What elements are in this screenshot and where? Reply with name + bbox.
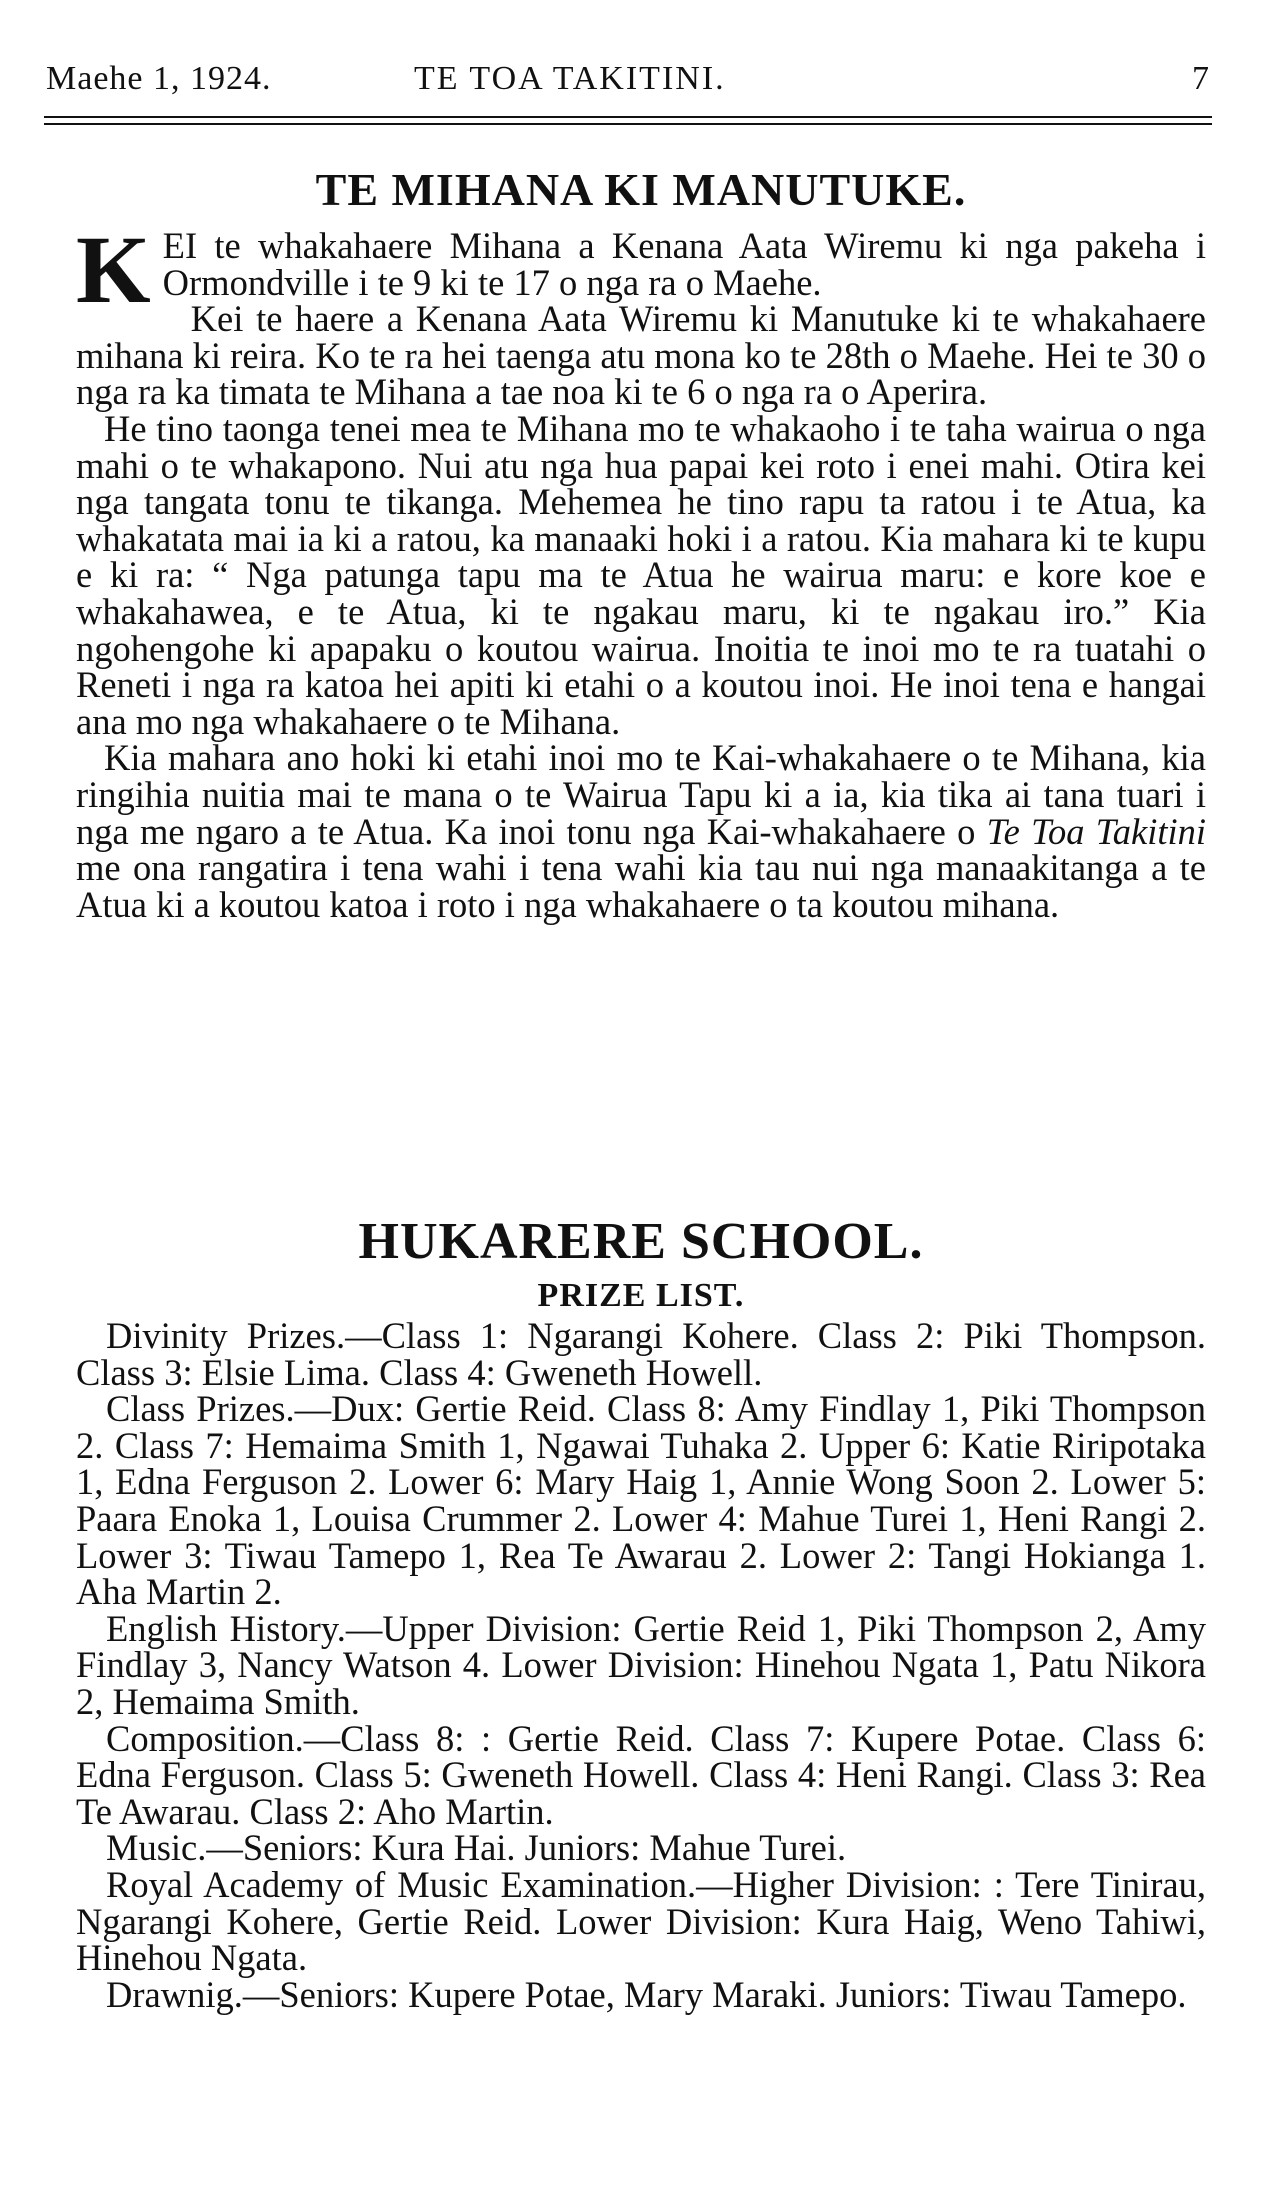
page-number: 7 bbox=[1192, 60, 1210, 97]
hukarere-title: HUKARERE SCHOOL. bbox=[358, 1213, 924, 1270]
mihana-title: TE MIHANA KI MANUTUKE. bbox=[315, 164, 967, 215]
mihana-paragraph-4-start: Kia mahara ano hoki ki etahi inoi mo te Kai-whakahaere o te Mihana, kia ringihia nuitia mai te mana o te Wairua Tapu ki a ia, kia tika ai tana tuari i nga me ngaro a te Atua. Ka inoi tonu nga Kai-whakahaere o bbox=[76, 737, 1206, 852]
prize-list-subtitle: PRIZE LIST. bbox=[537, 1277, 745, 1314]
mihana-article bbox=[76, 160, 1206, 923]
class-prizes: Class Prizes.—Dux: Gertie Reid. Class 8: Amy Findlay 1, Piki Thompson 2. Class 7: Hemaima Smith 1, Ngawai Tuhaka 2. Upper 6: Katie Riripotaka 1, Edna Ferguson 2. Lower 6: Mary Haig 1, Annie Wong Soon 2. Lower 5: Paara Enoka 1, Louisa Crummer 2. Lower 4: Mahue Turei 1, Heni Rangi 2. Lower 3: Tiwau Tamepo 1, Rea Te Awarau 2. Lower 2: Tangi Hokianga 1. Aha Martin 2. bbox=[76, 1388, 1206, 1613]
publication-name-italic: Te Toa Takitini bbox=[986, 810, 1207, 852]
hukarere-article bbox=[76, 1212, 1206, 2013]
divinity-prizes: Divinity Prizes.—Class 1: Ngarangi Kohere. Class 2: Piki Thompson. Class 3: Elsie Lima. Class 4: Gweneth Howell. bbox=[76, 1315, 1206, 1393]
mihana-paragraph-2: Kei te haere a Kenana Aata Wiremu ki Manutuke ki te whakahaere mihana ki reira. Ko te ra hei taenga atu mona ko te 28th o Maehe. Hei te 30 o nga ra ka timata te Mihana a tae noa ki te 6 o nga ra o Aperira. bbox=[76, 298, 1206, 413]
mihana-body bbox=[76, 216, 1207, 925]
header-rule-top bbox=[44, 116, 1212, 118]
music-prizes: Music.—Seniors: Kura Hai. Juniors: Mahue Turei. bbox=[106, 1827, 847, 1869]
composition-prizes: Composition.—Class 8: : Gertie Reid. Class 7: Kupere Potae. Class 6: Edna Ferguson. Class 5: Gweneth Howell. Class 4: Heni Rangi. Class 3: Rea Te Awarau. Class 2: Aho Martin. bbox=[76, 1717, 1206, 1832]
publication-title: TE TOA TAKITINI. bbox=[414, 60, 726, 97]
mihana-paragraph-1-text: EI te whakahaere Mihana a Kenana Aata Wiremu ki nga pakeha i Ormondville i te 9 ki te 17 o nga ra o Maehe. bbox=[162, 225, 1206, 303]
drawing-prizes: Drawnig.—Seniors: Kupere Potae, Mary Maraki. Juniors: Tiwau Tamepo. bbox=[106, 1973, 1187, 2015]
mihana-paragraph-4 bbox=[76, 737, 1207, 925]
royal-academy-results: Royal Academy of Music Examination.—Higher Division: : Tere Tinirau, Ngarangi Kohere, Gertie Reid. Lower Division: Kura Haig, Weno Tahiwi, Hinehou Ngata. bbox=[76, 1863, 1206, 1979]
mihana-paragraph-4-end: me ona rangatira i tena wahi i tena wahi kia tau nui nga manaakitanga a te Atua ki a koutou katoa i roto i nga whakahaere o ta koutou mihana. bbox=[76, 847, 1206, 925]
mihana-paragraph-1 bbox=[76, 216, 1206, 323]
issue-date: Maehe 1, 1924. bbox=[46, 60, 272, 97]
header-rule-bottom bbox=[44, 123, 1212, 125]
page-header bbox=[46, 60, 1210, 110]
prize-list-body bbox=[76, 1315, 1206, 2015]
mihana-paragraph-3: He tino taonga tenei mea te Mihana mo te whakaoho i te taha wairua o nga mahi o te whakapono. Nui atu nga hua papai kei roto i enei mahi. Otira kei nga tangata tonu te tikanga. Mehemea he tino rapu ta ratou i te Atua, ka whakatata mai ia ki a ratou, ka manaaki hoki i a ratou. Kia mahara ki te kupu e ki ra: “ Nga patunga tapu ma te Atua he wairua maru: e kore koe e whakahawea, e te Atua, ki te ngakau maru, ki te ngakau iro.” Kia ngohengohe ki apapaku o koutou wairua. Inoitia te inoi mo te ra tuatahi o Reneti i nga ra katoa hei apiti ki etahi o a koutou inoi. He inoi tena e hangai ana mo nga whakahaere o te Mihana. bbox=[76, 407, 1206, 742]
drop-cap: K bbox=[76, 216, 151, 323]
english-history-prizes: English History.—Upper Division: Gertie Reid 1, Piki Thompson 2, Amy Findlay 3, Nancy Watson 4. Lower Division: Hinehou Ngata 1, Patu Nikora 2, Hemaima Smith. bbox=[76, 1607, 1206, 1722]
